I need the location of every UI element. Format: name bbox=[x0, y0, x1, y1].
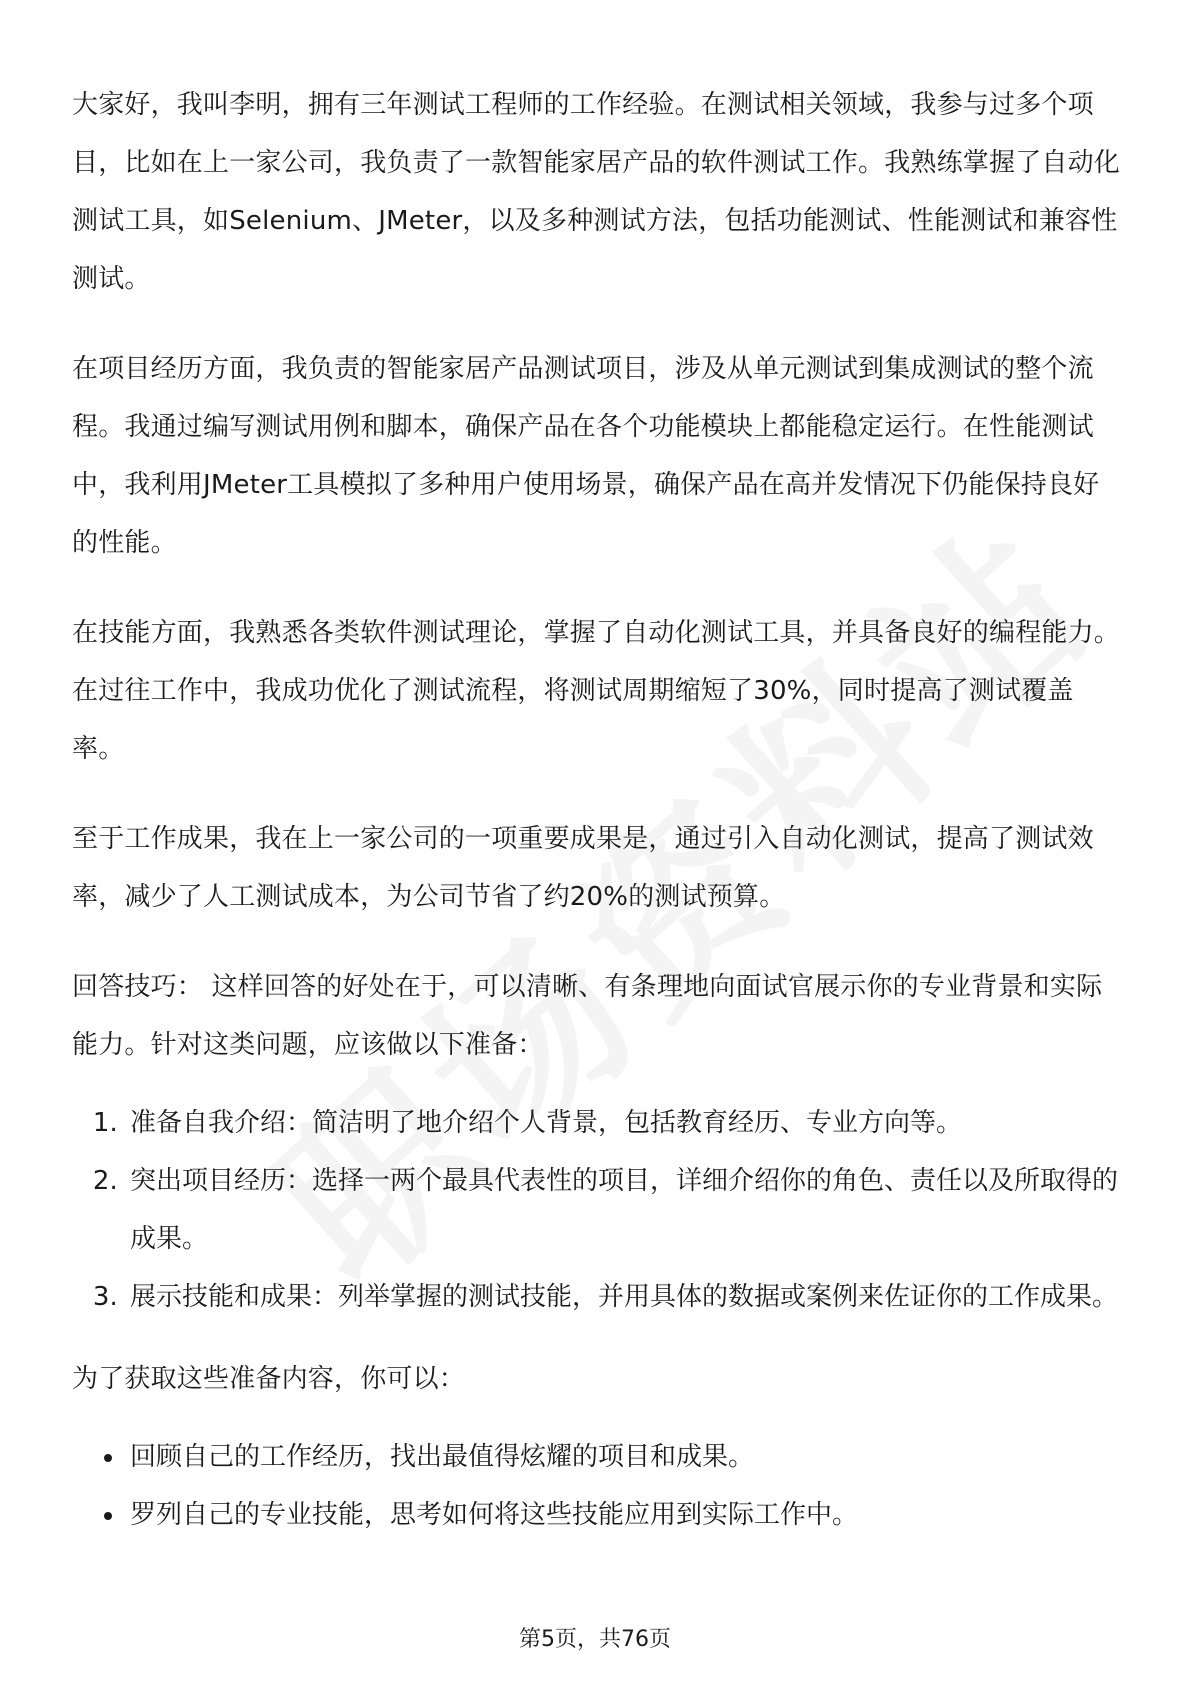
list-item: 1. 准备自我介绍：简洁明了地介绍个人背景，包括教育经历、专业方向等。 bbox=[126, 1094, 1122, 1152]
list-item: • 罗列自己的专业技能，思考如何将这些技能应用到实际工作中。 bbox=[126, 1486, 1122, 1544]
preparation-tips-list bbox=[72, 1428, 1122, 1544]
list-item: • 回顾自己的工作经历，找出最值得炫耀的项目和成果。 bbox=[126, 1428, 1122, 1486]
list-item: 2. 突出项目经历：选择一两个最具代表性的项目，详细介绍你的角色、责任以及所取得的成果。 bbox=[126, 1152, 1122, 1268]
paragraph-achievements: 至于工作成果，我在上一家公司的一项重要成果是，通过引入自动化测试，提高了测试效率，减少了人工测试成本，为公司节省了约20%的测试预算。 bbox=[72, 824, 1094, 912]
paragraph-how-to-prepare: 为了获取这些准备内容，你可以： bbox=[72, 1364, 466, 1394]
page-number: 第5页，共76页 bbox=[519, 1627, 671, 1652]
paragraph-answer-tips: 回答技巧： 这样回答的好处在于，可以清晰、有条理地向面试官展示你的专业背景和实际能力。针对这类问题，应该做以下准备： bbox=[72, 972, 1103, 1060]
document-body bbox=[72, 76, 1122, 1568]
paragraph-skills: 在技能方面，我熟悉各类软件测试理论，掌握了自动化测试工具，并具备良好的编程能力。在过往工作中，我成功优化了测试流程，将测试周期缩短了30%，同时提高了测试覆盖率。 bbox=[72, 618, 1121, 764]
preparation-steps-list bbox=[72, 1094, 1122, 1326]
paragraph-project-experience: 在项目经历方面，我负责的智能家居产品测试项目，涉及从单元测试到集成测试的整个流程。我通过编写测试用例和脚本，确保产品在各个功能模块上都能稳定运行。在性能测试中，我利用JMeter工具模拟了多种用户使用场景，确保产品在高并发情况下仍能保持良好的性能。 bbox=[72, 354, 1100, 558]
list-item: 3. 展示技能和成果：列举掌握的测试技能，并用具体的数据或案例来佐证你的工作成果。 bbox=[126, 1268, 1122, 1326]
paragraph-intro: 大家好，我叫李明，拥有三年测试工程师的工作经验。在测试相关领域，我参与过多个项目，比如在上一家公司，我负责了一款智能家居产品的软件测试工作。我熟练掌握了自动化测试工具，如Selenium、JMeter，以及多种测试方法，包括功能测试、性能测试和兼容性测试。 bbox=[72, 90, 1121, 294]
